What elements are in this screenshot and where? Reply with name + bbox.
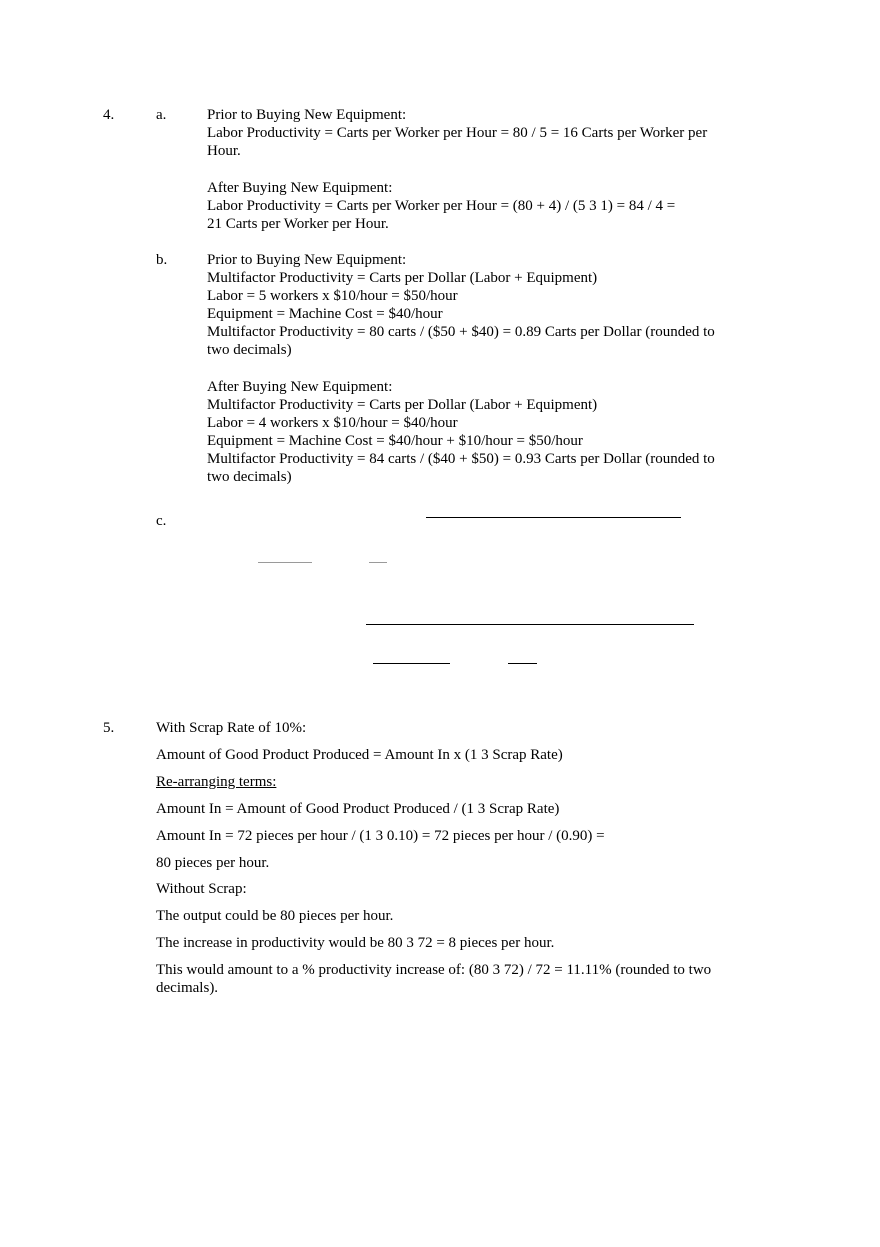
q5-line-8: The output could be 80 pieces per hour. bbox=[156, 908, 394, 924]
q5-line-7: Without Scrap: bbox=[156, 881, 247, 897]
part-c-letter: c. bbox=[156, 513, 167, 529]
part-c-fraction-bar-6 bbox=[508, 663, 537, 664]
q5-line-9: The increase in productivity would be 80 3 72 = 8 pieces per hour. bbox=[156, 935, 555, 951]
part-a-after-heading: After Buying New Equipment: bbox=[207, 180, 393, 196]
part-a-spacer bbox=[207, 160, 707, 179]
question-5-number: 5. bbox=[103, 720, 115, 736]
part-c-fraction-bar-5 bbox=[373, 663, 450, 664]
part-b-before-line-4: Multifactor Productivity = 80 carts / ($50 + $40) = 0.89 Carts per Dollar (rounded to bbox=[207, 324, 715, 340]
q5-line-2: Amount of Good Product Produced = Amount In x (1 3 Scrap Rate) bbox=[156, 747, 563, 763]
part-b-spacer bbox=[207, 359, 715, 378]
part-a-content bbox=[207, 106, 707, 233]
part-b-before-line-3: Equipment = Machine Cost = $40/hour bbox=[207, 306, 443, 322]
part-a-after-line-2: 21 Carts per Worker per Hour. bbox=[207, 216, 389, 232]
part-b-after-line-4: Multifactor Productivity = 84 carts / ($40 + $50) = 0.93 Carts per Dollar (rounded to bbox=[207, 451, 715, 467]
part-b-content bbox=[207, 251, 715, 486]
q5-line-6: 80 pieces per hour. bbox=[156, 855, 270, 871]
q5-line-4: Amount In = Amount of Good Product Produced / (1 3 Scrap Rate) bbox=[156, 801, 560, 817]
part-b-after-line-1: Multifactor Productivity = Carts per Dollar (Labor + Equipment) bbox=[207, 397, 598, 413]
part-b-after-line-3: Equipment = Machine Cost = $40/hour + $10/hour = $50/hour bbox=[207, 433, 583, 449]
q5-line-10a: This would amount to a % productivity increase of: (80 3 72) / 72 = 11.11% (rounded to two bbox=[156, 962, 712, 978]
part-c-fraction-bar-4 bbox=[366, 624, 694, 625]
part-c-fraction-bar-2 bbox=[258, 562, 312, 563]
part-b-before-line-2: Labor = 5 workers x $10/hour = $50/hour bbox=[207, 288, 458, 304]
q5-line-3: Re-arranging terms: bbox=[156, 774, 277, 790]
part-c-fraction-bar-1 bbox=[426, 517, 681, 518]
part-b-before-line-1: Multifactor Productivity = Carts per Dollar (Labor + Equipment) bbox=[207, 270, 598, 286]
part-a-before-line-2: Hour. bbox=[207, 143, 241, 159]
q5-line-10b: decimals). bbox=[156, 980, 219, 996]
part-c-fraction-bar-3 bbox=[369, 562, 387, 563]
part-b-after-line-5: two decimals) bbox=[207, 469, 292, 485]
part-a-before-heading: Prior to Buying New Equipment: bbox=[207, 107, 407, 123]
part-b-before-line-5: two decimals) bbox=[207, 342, 292, 358]
part-b-after-heading: After Buying New Equipment: bbox=[207, 379, 393, 395]
part-a-before-line-1: Labor Productivity = Carts per Worker per Hour = 80 / 5 = 16 Carts per Worker per bbox=[207, 125, 708, 141]
part-b-letter: b. bbox=[156, 252, 168, 268]
part-b-after-line-2: Labor = 4 workers x $10/hour = $40/hour bbox=[207, 415, 458, 431]
q5-line-5: Amount In = 72 pieces per hour / (1 3 0.10) = 72 pieces per hour / (0.90) = bbox=[156, 828, 605, 844]
question-4-number: 4. bbox=[103, 107, 115, 123]
part-a-after-line-1: Labor Productivity = Carts per Worker per Hour = (80 + 4) / (5 3 1) = 84 / 4 = bbox=[207, 198, 676, 214]
q5-line-1: With Scrap Rate of 10%: bbox=[156, 720, 307, 736]
part-b-before-heading: Prior to Buying New Equipment: bbox=[207, 252, 407, 268]
part-a-letter: a. bbox=[156, 107, 167, 123]
